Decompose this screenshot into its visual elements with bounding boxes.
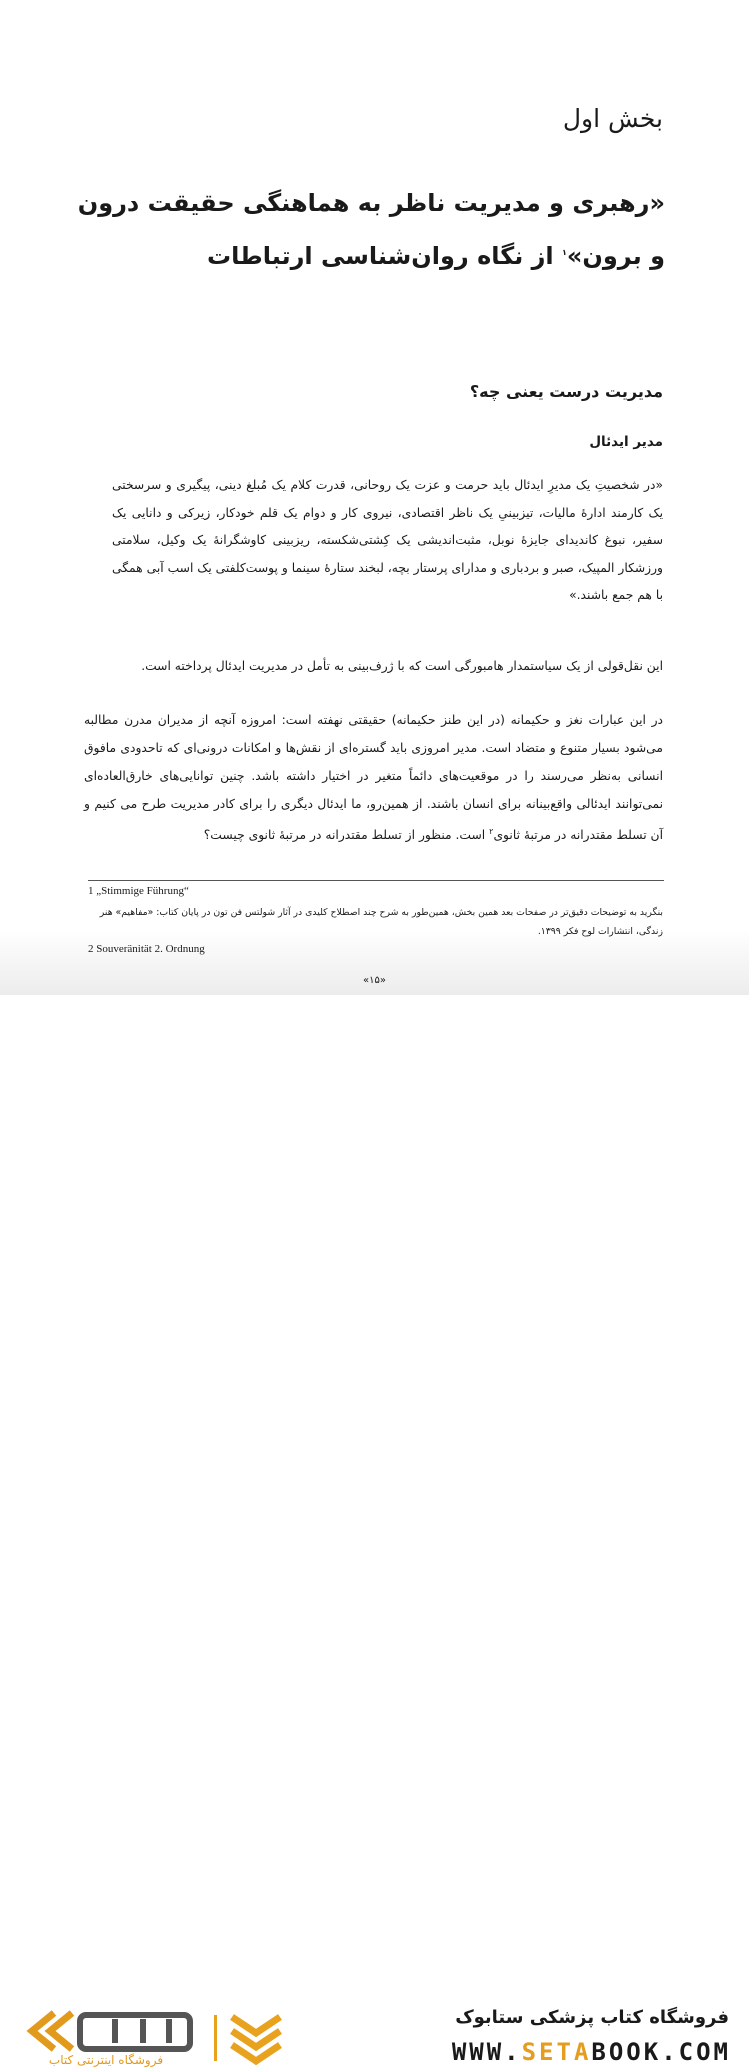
chevron-down-icon [226,2011,286,2067]
footnote-ref-1[interactable]: ۱ [561,248,567,257]
section-heading: مدیریت درست یعنی چه؟ [469,382,663,401]
store-name: فروشگاه کتاب پزشکی ستابوک [455,2007,729,2028]
footnote-2: 2 Souveränität 2. Ordnung [88,943,205,955]
chapter-title-tail: از نگاه روان‌شناسی ارتباطات [207,242,562,270]
paragraph-2 [84,706,663,849]
subsection-heading: مدیر ایدئال [589,434,663,450]
footnote-ref-2[interactable]: ۲ [489,827,494,836]
paragraph-2-text-a: در این عبارات نغز و حکیمانه (در این طنز حکیمانه) حقیقتی نهفته است: امروزه آنچه از مدیران مدرن مطالبه می‌شود بسیار متنوع و متضاد است. مدیر امروزی باید گستره‌ای از نقش‌ها و امکانات درونی‌ای که تاحدودی مافوق انسانی به‌نظر می‌رسند را در موقعیت‌های دائماً متغیر در اختیار داشته باشد. چنین توانایی‌های خارق‌العاده‌ای نمی‌توانند ایدئالی واقع‌بینانه برای انسان باشند. از همین‌رو، ما ایدئال دیگری را برای کادر مدیریت طرح می کنیم و آن تسلط مقتدرانه در مرتبهٔ ثانوی [84,713,663,843]
page-number: «۱۵» [363,975,386,986]
chapter-title [75,178,665,281]
url-prefix: WWW. [451,2038,522,2066]
url-suffix: BOOK.COM [591,2038,731,2066]
part-heading: بخش اول [562,104,663,133]
footnote-1-note: بنگرید به توضیحات دقیق‌تر در صفحات بعد همین بخش، همین‌طور به شرح چند اصطلاح کلیدی در آثار شولتس فن تون در پایان کتاب: «مفاهیم» هنر زندگی، انتشارات لوح فکر ۱۳۹۹. [99,907,663,937]
store-url-link[interactable] [452,2038,731,2066]
block-quote: «در شخصیتِ یک مدیرِ ایدئال باید حرمت و عزت یک روحانی، قدرت کلام یک مُبلغ دینی، پیگیری و سرسختی یک کارمند ادارهٔ مالیات، تیزبینیِ یک ناظر اقتصادی، نیروی کار و دوام یک قلم خودکار، زیرکی و دانایی یک سفیر، نبوغ کاندیدای جایزهٔ نوبل، مثبت‌اندیشی یک کِشتی‌شکسته، ریزبینی کاوشگرانهٔ یک وکیل، سلامتی ورزشکار المپیک، صبر و بردباری و مدارای پرستار بچه، لبخند ستارهٔ سینما و پوست‌کلفتی یک اسب آبی همگی با هم جمع باشند.» [112,478,663,602]
url-brand: SETA [521,2038,592,2066]
logo-subtitle: فروشگاه اینترنتی کتاب [48,2053,164,2067]
footnote-1: 1 „Stimmige Führung“ [88,885,189,897]
paragraph-1: این نقل‌قولی از یک سیاستمدار هامبورگی است که با ژرف‌بینی به تأمل در مدیریت ایدئال پرداخته است. [141,659,663,673]
footnote-divider [88,880,664,881]
paragraph-2-text-b: است. منظور از تسلط مقتدرانه در مرتبهٔ ثانوی چیست؟ [203,828,490,843]
book-page [0,0,749,995]
chapter-title-main: «رهبری و مدیریت ناظر به هماهنگی حقیقت درون و برون» [77,189,665,270]
store-banner [0,995,749,2067]
logo-divider [214,2015,217,2061]
